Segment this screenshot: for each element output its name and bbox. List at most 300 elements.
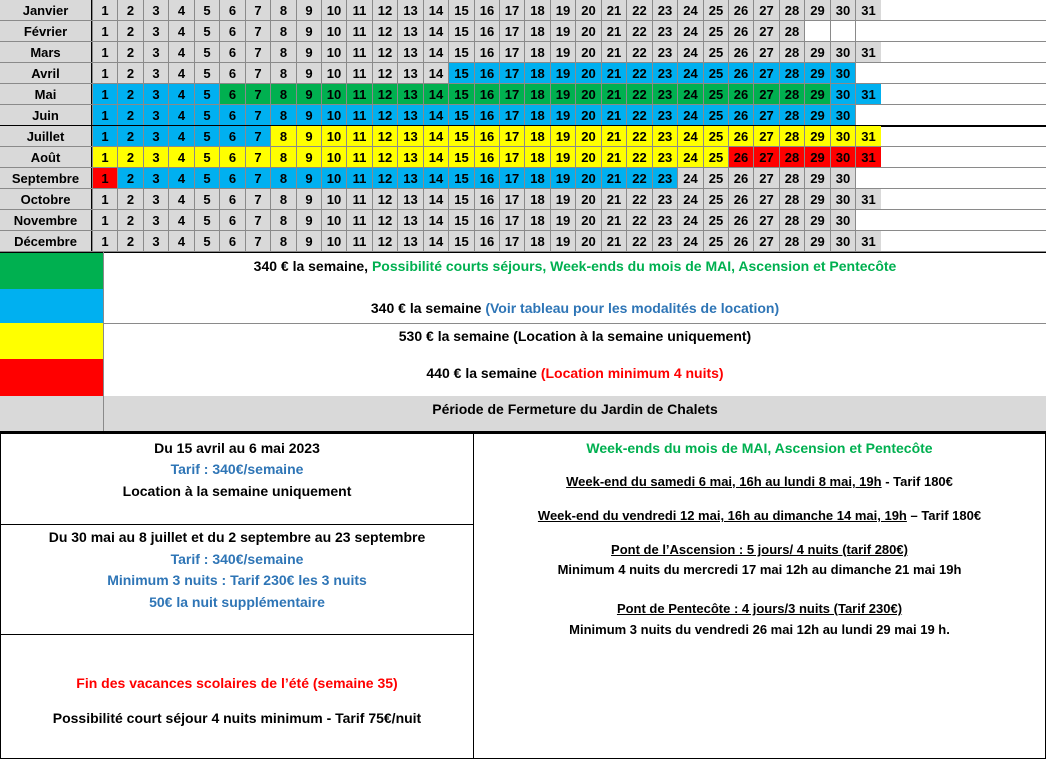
day-cell: 3 bbox=[143, 231, 168, 252]
day-cell: 19 bbox=[550, 84, 575, 105]
day-cell: 23 bbox=[652, 105, 677, 126]
day-cell: 26 bbox=[728, 63, 753, 84]
calendar-row bbox=[0, 147, 1046, 168]
day-cell: 21 bbox=[601, 210, 626, 231]
day-cell: 29 bbox=[804, 42, 830, 63]
month-label: Novembre bbox=[0, 210, 92, 231]
day-cell: 21 bbox=[601, 84, 626, 105]
day-cell: 15 bbox=[448, 21, 474, 42]
day-cell: 1 bbox=[92, 189, 117, 210]
day-cell: 16 bbox=[474, 63, 499, 84]
day-cell: 11 bbox=[346, 189, 372, 210]
day-cell: 19 bbox=[550, 63, 575, 84]
day-cell: 10 bbox=[321, 147, 346, 168]
day-cell: 12 bbox=[372, 42, 397, 63]
day-cell: 4 bbox=[168, 231, 194, 252]
day-cell: 17 bbox=[499, 147, 524, 168]
day-cell: 3 bbox=[143, 0, 168, 21]
day-cell: 21 bbox=[601, 147, 626, 168]
day-cell: 25 bbox=[703, 147, 728, 168]
day-cell: 16 bbox=[474, 21, 499, 42]
day-cell: 19 bbox=[550, 210, 575, 231]
day-cell: 13 bbox=[397, 147, 423, 168]
calendar-row bbox=[0, 189, 1046, 210]
day-cell: 30 bbox=[830, 210, 855, 231]
day-cell: 8 bbox=[270, 126, 296, 147]
day-cell: 8 bbox=[270, 42, 296, 63]
day-cell: 15 bbox=[448, 231, 474, 252]
box3-note: Possibilité court séjour 4 nuits minimum - Tarif 75€/nuit bbox=[52, 710, 422, 726]
day-cell: 15 bbox=[448, 0, 474, 21]
day-cell: 15 bbox=[448, 126, 474, 147]
ascension-detail: Minimum 4 nuits du mercredi 17 mai 12h au dimanche 21 mai 19h bbox=[557, 562, 962, 577]
day-cell: 28 bbox=[779, 210, 804, 231]
day-cell: 13 bbox=[397, 0, 423, 21]
day-cell: 1 bbox=[92, 84, 117, 105]
day-cell: 2 bbox=[117, 21, 143, 42]
day-cell: 19 bbox=[550, 189, 575, 210]
day-cell: 25 bbox=[703, 189, 728, 210]
day-cell: 13 bbox=[397, 21, 423, 42]
box1-tarif: Tarif : 340€/semaine bbox=[170, 461, 304, 477]
day-cell: 14 bbox=[423, 21, 448, 42]
day-cell: 27 bbox=[753, 189, 779, 210]
calendar-row bbox=[0, 42, 1046, 63]
day-cell: 28 bbox=[779, 126, 804, 147]
day-cell: 10 bbox=[321, 105, 346, 126]
day-cell: 4 bbox=[168, 42, 194, 63]
day-cell: 14 bbox=[423, 0, 448, 21]
day-cell: 16 bbox=[474, 231, 499, 252]
day-cell: 5 bbox=[194, 105, 219, 126]
day-cell: 9 bbox=[296, 126, 321, 147]
day-cell: 19 bbox=[550, 168, 575, 189]
legend-swatch-yellow bbox=[0, 323, 103, 359]
day-cell: 5 bbox=[194, 42, 219, 63]
day-cell: 25 bbox=[703, 168, 728, 189]
day-cell bbox=[855, 105, 881, 126]
day-cell: 3 bbox=[143, 105, 168, 126]
day-cell: 21 bbox=[601, 63, 626, 84]
day-cell: 18 bbox=[524, 42, 550, 63]
day-cell: 8 bbox=[270, 21, 296, 42]
day-cell: 3 bbox=[143, 210, 168, 231]
day-cell: 2 bbox=[117, 147, 143, 168]
day-cell: 20 bbox=[575, 231, 601, 252]
day-cell: 3 bbox=[143, 189, 168, 210]
day-cell: 9 bbox=[296, 84, 321, 105]
day-cell: 10 bbox=[321, 84, 346, 105]
box-period-summer bbox=[0, 524, 474, 635]
box2-extra: 50€ la nuit supplémentaire bbox=[149, 594, 325, 610]
day-cell: 9 bbox=[296, 63, 321, 84]
day-cell: 5 bbox=[194, 84, 219, 105]
day-cell: 15 bbox=[448, 42, 474, 63]
legend-swatch-grey bbox=[0, 396, 103, 431]
legend-swatch-blue bbox=[0, 289, 103, 323]
month-label: Février bbox=[0, 21, 92, 42]
day-cell: 6 bbox=[219, 42, 245, 63]
day-cell: 9 bbox=[296, 231, 321, 252]
day-cell: 4 bbox=[168, 63, 194, 84]
day-cell: 6 bbox=[219, 105, 245, 126]
day-cell: 6 bbox=[219, 21, 245, 42]
day-cell: 15 bbox=[448, 84, 474, 105]
day-cell: 4 bbox=[168, 84, 194, 105]
calendar-row bbox=[0, 126, 1046, 147]
day-cell: 7 bbox=[245, 21, 270, 42]
day-cell: 1 bbox=[92, 63, 117, 84]
day-cell: 16 bbox=[474, 42, 499, 63]
day-cell: 18 bbox=[524, 231, 550, 252]
day-cell: 1 bbox=[92, 210, 117, 231]
day-cell: 9 bbox=[296, 21, 321, 42]
day-cell: 8 bbox=[270, 189, 296, 210]
day-cell: 2 bbox=[117, 84, 143, 105]
day-cell: 12 bbox=[372, 210, 397, 231]
day-cell: 8 bbox=[270, 0, 296, 21]
day-cell: 13 bbox=[397, 126, 423, 147]
day-cell: 12 bbox=[372, 105, 397, 126]
day-cell: 11 bbox=[346, 105, 372, 126]
day-cell: 23 bbox=[652, 189, 677, 210]
day-cell: 14 bbox=[423, 42, 448, 63]
day-cell: 16 bbox=[474, 189, 499, 210]
day-cell: 29 bbox=[804, 147, 830, 168]
day-cell: 24 bbox=[677, 0, 703, 21]
day-cell: 11 bbox=[346, 0, 372, 21]
day-cell: 19 bbox=[550, 0, 575, 21]
day-cell: 24 bbox=[677, 147, 703, 168]
day-cell: 7 bbox=[245, 84, 270, 105]
day-cell: 2 bbox=[117, 189, 143, 210]
day-cell: 11 bbox=[346, 42, 372, 63]
day-cell: 12 bbox=[372, 147, 397, 168]
day-cell: 10 bbox=[321, 42, 346, 63]
day-cell: 29 bbox=[804, 105, 830, 126]
day-cell: 24 bbox=[677, 63, 703, 84]
day-cell: 28 bbox=[779, 147, 804, 168]
day-cell: 17 bbox=[499, 210, 524, 231]
day-cell: 7 bbox=[245, 147, 270, 168]
day-cell: 18 bbox=[524, 126, 550, 147]
day-cell: 11 bbox=[346, 84, 372, 105]
box4-title: Week-ends du mois de MAI, Ascension et Pentecôte bbox=[586, 440, 933, 456]
day-cell: 11 bbox=[346, 126, 372, 147]
day-cell: 12 bbox=[372, 63, 397, 84]
day-cell: 10 bbox=[321, 189, 346, 210]
day-cell: 14 bbox=[423, 210, 448, 231]
day-cell: 27 bbox=[753, 0, 779, 21]
day-cell: 25 bbox=[703, 63, 728, 84]
legend-green-text: 340 € la semaine, Possibilité courts séjours, Week-ends du mois de MAI, Ascension et Pentecôte bbox=[253, 258, 897, 274]
day-cell: 4 bbox=[168, 210, 194, 231]
day-cell: 22 bbox=[626, 63, 652, 84]
month-label: Septembre bbox=[0, 168, 92, 189]
day-cell: 28 bbox=[779, 168, 804, 189]
day-cell: 11 bbox=[346, 147, 372, 168]
day-cell: 14 bbox=[423, 126, 448, 147]
day-cell: 15 bbox=[448, 189, 474, 210]
day-cell: 13 bbox=[397, 84, 423, 105]
day-cell: 13 bbox=[397, 231, 423, 252]
day-cell: 21 bbox=[601, 231, 626, 252]
day-cell: 9 bbox=[296, 105, 321, 126]
day-cell: 17 bbox=[499, 105, 524, 126]
day-cell: 19 bbox=[550, 21, 575, 42]
day-cell: 25 bbox=[703, 126, 728, 147]
day-cell: 28 bbox=[779, 84, 804, 105]
day-cell: 19 bbox=[550, 42, 575, 63]
day-cell: 26 bbox=[728, 168, 753, 189]
day-cell: 22 bbox=[626, 168, 652, 189]
day-cell: 20 bbox=[575, 168, 601, 189]
day-cell: 16 bbox=[474, 84, 499, 105]
day-cell: 16 bbox=[474, 126, 499, 147]
day-cell: 8 bbox=[270, 63, 296, 84]
day-cell: 26 bbox=[728, 105, 753, 126]
box-end-holidays bbox=[0, 634, 474, 759]
day-cell: 7 bbox=[245, 189, 270, 210]
day-cell: 14 bbox=[423, 189, 448, 210]
day-cell: 7 bbox=[245, 210, 270, 231]
day-cell: 30 bbox=[830, 63, 855, 84]
day-cell: 16 bbox=[474, 147, 499, 168]
day-cell: 13 bbox=[397, 105, 423, 126]
day-cell: 15 bbox=[448, 147, 474, 168]
day-cell: 29 bbox=[804, 126, 830, 147]
day-cell: 3 bbox=[143, 21, 168, 42]
day-cell: 26 bbox=[728, 147, 753, 168]
day-cell: 28 bbox=[779, 63, 804, 84]
day-cell: 25 bbox=[703, 42, 728, 63]
day-cell: 15 bbox=[448, 168, 474, 189]
day-cell: 30 bbox=[830, 189, 855, 210]
day-cell: 21 bbox=[601, 168, 626, 189]
day-cell: 17 bbox=[499, 168, 524, 189]
day-cell: 24 bbox=[677, 231, 703, 252]
weekend-2: Week-end du vendredi 12 mai, 16h au dimanche 14 mai, 19h – Tarif 180€ bbox=[537, 508, 982, 523]
day-cell: 8 bbox=[270, 168, 296, 189]
day-cell: 3 bbox=[143, 126, 168, 147]
box1-note: Location à la semaine uniquement bbox=[122, 483, 352, 499]
day-cell: 23 bbox=[652, 147, 677, 168]
day-cell: 13 bbox=[397, 63, 423, 84]
day-cell: 6 bbox=[219, 0, 245, 21]
day-cell: 15 bbox=[448, 63, 474, 84]
day-cell: 26 bbox=[728, 84, 753, 105]
day-cell: 11 bbox=[346, 210, 372, 231]
day-cell: 12 bbox=[372, 84, 397, 105]
day-cell: 4 bbox=[168, 126, 194, 147]
day-cell: 15 bbox=[448, 210, 474, 231]
day-cell: 13 bbox=[397, 168, 423, 189]
day-cell: 21 bbox=[601, 105, 626, 126]
day-cell: 14 bbox=[423, 105, 448, 126]
day-cell: 22 bbox=[626, 105, 652, 126]
day-cell: 5 bbox=[194, 231, 219, 252]
day-cell: 23 bbox=[652, 84, 677, 105]
day-cell: 31 bbox=[855, 84, 881, 105]
day-cell: 18 bbox=[524, 105, 550, 126]
day-cell: 28 bbox=[779, 0, 804, 21]
month-label: Mars bbox=[0, 42, 92, 63]
day-cell: 28 bbox=[779, 105, 804, 126]
day-cell: 23 bbox=[652, 231, 677, 252]
day-cell: 17 bbox=[499, 0, 524, 21]
day-cell: 21 bbox=[601, 189, 626, 210]
day-cell: 1 bbox=[92, 0, 117, 21]
day-cell: 24 bbox=[677, 105, 703, 126]
day-cell: 7 bbox=[245, 0, 270, 21]
day-cell: 8 bbox=[270, 147, 296, 168]
day-cell: 2 bbox=[117, 210, 143, 231]
day-cell: 31 bbox=[855, 147, 881, 168]
day-cell: 27 bbox=[753, 63, 779, 84]
day-cell: 6 bbox=[219, 84, 245, 105]
day-cell bbox=[855, 168, 881, 189]
day-cell: 29 bbox=[804, 168, 830, 189]
day-cell: 13 bbox=[397, 210, 423, 231]
day-cell: 1 bbox=[92, 105, 117, 126]
day-cell: 5 bbox=[194, 168, 219, 189]
day-cell: 24 bbox=[677, 189, 703, 210]
day-cell: 27 bbox=[753, 21, 779, 42]
day-cell: 10 bbox=[321, 126, 346, 147]
day-cell: 8 bbox=[270, 84, 296, 105]
day-cell: 16 bbox=[474, 168, 499, 189]
day-cell: 1 bbox=[92, 42, 117, 63]
day-cell: 8 bbox=[270, 105, 296, 126]
day-cell: 27 bbox=[753, 168, 779, 189]
month-label: Juillet bbox=[0, 126, 92, 147]
calendar-row bbox=[0, 84, 1046, 105]
day-cell: 18 bbox=[524, 84, 550, 105]
day-cell: 17 bbox=[499, 21, 524, 42]
pentecote-title: Pont de Pentecôte : 4 jours/3 nuits (Tarif 230€) bbox=[616, 601, 903, 616]
day-cell: 9 bbox=[296, 189, 321, 210]
day-cell: 17 bbox=[499, 189, 524, 210]
day-cell: 23 bbox=[652, 126, 677, 147]
day-cell: 31 bbox=[855, 126, 881, 147]
month-label: Avril bbox=[0, 63, 92, 84]
day-cell: 5 bbox=[194, 0, 219, 21]
day-cell: 20 bbox=[575, 42, 601, 63]
day-cell: 17 bbox=[499, 42, 524, 63]
day-cell: 25 bbox=[703, 105, 728, 126]
day-cell: 26 bbox=[728, 210, 753, 231]
calendar-row bbox=[0, 0, 1046, 21]
day-cell: 4 bbox=[168, 105, 194, 126]
day-cell: 27 bbox=[753, 126, 779, 147]
day-cell: 12 bbox=[372, 189, 397, 210]
day-cell: 23 bbox=[652, 42, 677, 63]
day-cell: 27 bbox=[753, 210, 779, 231]
day-cell: 29 bbox=[804, 84, 830, 105]
day-cell: 5 bbox=[194, 189, 219, 210]
day-cell: 20 bbox=[575, 84, 601, 105]
day-cell: 15 bbox=[448, 105, 474, 126]
day-cell: 6 bbox=[219, 168, 245, 189]
day-cell: 20 bbox=[575, 0, 601, 21]
day-cell: 13 bbox=[397, 189, 423, 210]
day-cell: 17 bbox=[499, 84, 524, 105]
day-cell: 18 bbox=[524, 21, 550, 42]
calendar-row bbox=[0, 210, 1046, 231]
day-cell: 28 bbox=[779, 231, 804, 252]
calendar-row bbox=[0, 105, 1046, 126]
day-cell bbox=[855, 210, 881, 231]
day-cell: 25 bbox=[703, 21, 728, 42]
legend-grey-text: Période de Fermeture du Jardin de Chalets bbox=[432, 401, 718, 417]
day-cell: 28 bbox=[779, 21, 804, 42]
day-cell: 11 bbox=[346, 21, 372, 42]
day-cell: 2 bbox=[117, 126, 143, 147]
ascension-title: Pont de l’Ascension : 5 jours/ 4 nuits (tarif 280€) bbox=[611, 542, 908, 557]
day-cell: 30 bbox=[830, 126, 855, 147]
day-cell: 27 bbox=[753, 84, 779, 105]
day-cell: 22 bbox=[626, 84, 652, 105]
day-cell: 5 bbox=[194, 126, 219, 147]
day-cell bbox=[855, 63, 881, 84]
day-cell: 25 bbox=[703, 84, 728, 105]
day-cell: 16 bbox=[474, 0, 499, 21]
day-cell: 26 bbox=[728, 0, 753, 21]
day-cell: 24 bbox=[677, 126, 703, 147]
day-cell: 12 bbox=[372, 231, 397, 252]
day-cell: 3 bbox=[143, 63, 168, 84]
day-cell: 7 bbox=[245, 168, 270, 189]
weekend-1: Week-end du samedi 6 mai, 16h au lundi 8 mai, 19h - Tarif 180€ bbox=[566, 474, 953, 489]
day-cell: 12 bbox=[372, 168, 397, 189]
day-cell: 20 bbox=[575, 189, 601, 210]
day-cell: 3 bbox=[143, 168, 168, 189]
day-cell: 26 bbox=[728, 21, 753, 42]
day-cell: 5 bbox=[194, 63, 219, 84]
day-cell: 22 bbox=[626, 231, 652, 252]
month-label: Juin bbox=[0, 105, 92, 126]
day-cell: 24 bbox=[677, 42, 703, 63]
calendar-row bbox=[0, 21, 1046, 42]
month-label: Décembre bbox=[0, 231, 92, 252]
day-cell bbox=[804, 21, 830, 42]
day-cell: 1 bbox=[92, 168, 117, 189]
day-cell: 29 bbox=[804, 0, 830, 21]
month-label: Janvier bbox=[0, 0, 92, 21]
day-cell: 31 bbox=[855, 42, 881, 63]
day-cell: 4 bbox=[168, 21, 194, 42]
day-cell: 26 bbox=[728, 189, 753, 210]
day-cell: 30 bbox=[830, 0, 855, 21]
day-cell: 23 bbox=[652, 21, 677, 42]
day-cell: 6 bbox=[219, 63, 245, 84]
day-cell: 14 bbox=[423, 84, 448, 105]
month-label: Mai bbox=[0, 84, 92, 105]
day-cell: 9 bbox=[296, 147, 321, 168]
day-cell: 30 bbox=[830, 42, 855, 63]
day-cell: 2 bbox=[117, 168, 143, 189]
day-cell: 22 bbox=[626, 126, 652, 147]
calendar-row bbox=[0, 63, 1046, 84]
legend-swatch-green bbox=[0, 253, 103, 289]
day-cell: 11 bbox=[346, 63, 372, 84]
availability-calendar bbox=[0, 0, 1046, 251]
day-cell: 10 bbox=[321, 231, 346, 252]
day-cell: 25 bbox=[703, 0, 728, 21]
day-cell: 28 bbox=[779, 42, 804, 63]
day-cell: 8 bbox=[270, 231, 296, 252]
day-cell: 10 bbox=[321, 168, 346, 189]
